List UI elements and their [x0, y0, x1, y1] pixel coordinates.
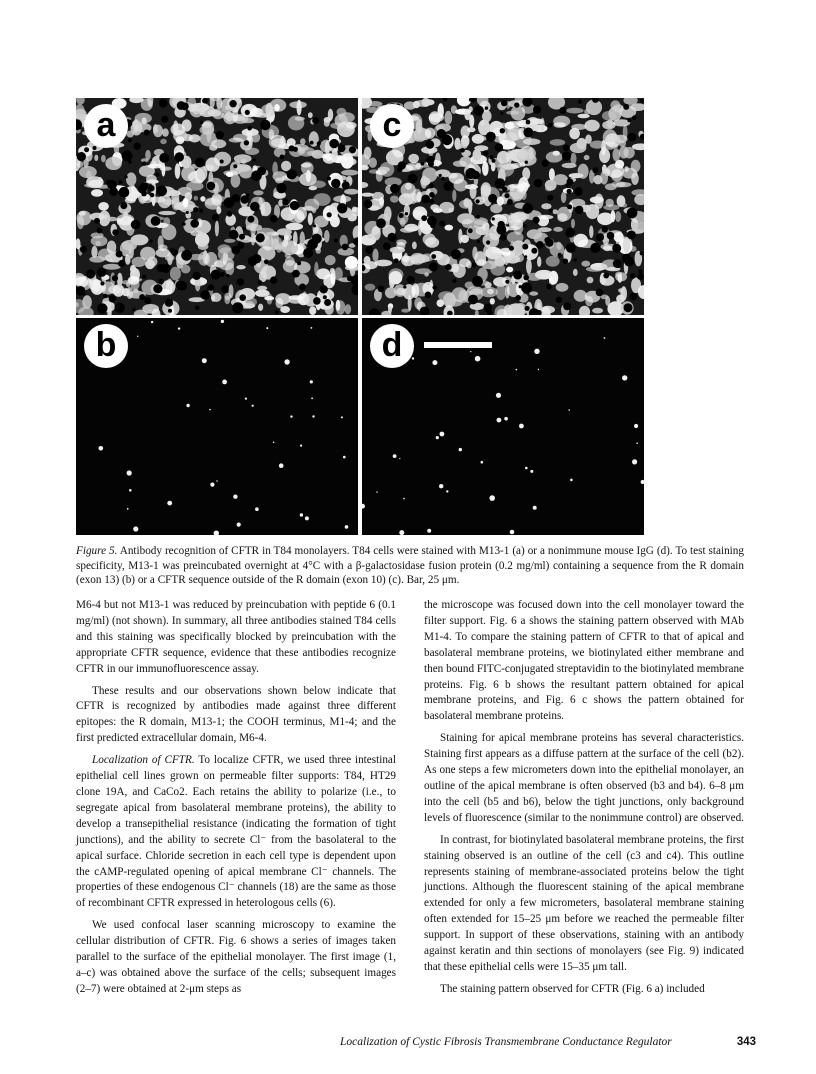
caption-label: Figure 5.	[76, 545, 118, 557]
panel-label-b: b	[84, 324, 128, 368]
figure-caption	[76, 544, 744, 588]
scale-bar	[424, 342, 492, 348]
right-paragraph-1: the microscope was focused down into the cell monolayer toward the filter support. Fig. 6 a shows the staining pattern observed with MAb M1-4. To compare the staining pattern of CFTR to that of apical and basolateral membrane proteins, we biotinylated either membrane and then bound FITC-conjugated streptavidin to the biotinylated membrane proteins. Fig. 6 b shows the resultant pattern obtained for apical membrane proteins, and Fig. 6 c shows the pattern obtained for basolateral membrane proteins.	[424, 599, 744, 723]
running-title: Localization of Cystic Fibrosis Transmembrane Conductance Regulator	[340, 1036, 672, 1048]
page-footer	[340, 1036, 756, 1048]
panel-label-a: a	[84, 104, 128, 148]
caption-text: Antibody recognition of CFTR in T84 monolayers. T84 cells were stained with M13-1 (a) or a nonimmune mouse IgG (d). To test staining specificity, M13-1 was preincubated overnight at 4°C with a β-galactosidase fusion protein (0.2 mg/ml) containing a sequence from the R domain (exon 13) (b) or a CFTR sequence outside of the R domain (exon 10) (c). Bar, 25 μm.	[76, 545, 744, 587]
figure-5	[76, 98, 644, 535]
micrograph-panel-d	[362, 318, 644, 535]
panel-label-d: d	[370, 324, 414, 368]
left-column	[76, 598, 396, 998]
micrograph-panel-b	[76, 318, 358, 535]
left-paragraph-3	[76, 753, 396, 912]
left-paragraph-1: M6-4 but not M13-1 was reduced by preincubation with peptide 6 (0.1 mg/ml) (not shown). In summary, all three antibodies stained T84 cells and this staining was specifically blocked by preincubation with the appropriate CFTR sequence, evidence that these antibodies recognize CFTR in our immunofluorescence assay.	[76, 599, 396, 675]
right-paragraph-4: The staining pattern observed for CFTR (Fig. 6 a) included	[440, 982, 705, 995]
left-paragraph-3-text: To localize CFTR, we used three intestinal epithelial cell lines grown on permeable filter supports: T84, HT29 clone 19A, and CaCo2. Each retains the ability to polarize (i.e., to segregate apical from basolateral membrane proteins), the ability to develop a transepithelial resistance (indicating the formation of tight junctions), and the ability to secrete Cl⁻ from the basolateral to the apical surface. Chloride secretion in each cell type is dependent upon the cAMP-regulated opening of apical membrane Cl⁻ channels. The properties of these endogenous Cl⁻ channels (18) are the same as those of recombinant CFTR expressed in heterologous cells (6).	[76, 754, 396, 910]
left-paragraph-4: We used confocal laser scanning microscopy to examine the cellular distribution of CFTR. Fig. 6 shows a series of images taken parallel to the surface of the epithelial monolayer. The first image (1, a–c) was obtained above the surface of the cells; subsequent images (2–7) were obtained at 2-μm steps as	[76, 919, 396, 995]
page-number: 343	[736, 1036, 756, 1048]
right-paragraph-2: Staining for apical membrane proteins has several characteristics. Staining first appears as a diffuse pattern at the surface of the cell (b2). As one steps a few micrometers down into the epithelial monolayer, an outline of the apical membrane is often observed (b3 and b4). 6–8 μm into the cell (b5 and b6), below the tight junctions, only background levels of fluorescence (similar to the nonimmune control) are observed.	[424, 732, 744, 824]
micrograph-panel-c	[362, 98, 644, 315]
micrograph-panel-a	[76, 98, 358, 315]
section-heading-localization: Localization of CFTR.	[92, 754, 195, 767]
left-paragraph-2: These results and our observations shown below indicate that CFTR is recognized by antibodies made against three different epitopes: the R domain, M13-1; the COOH terminus, M1-4; and the first predicted extracellular domain, M6-4.	[76, 684, 396, 745]
panel-label-c: c	[370, 104, 414, 148]
right-column	[424, 598, 744, 998]
right-paragraph-3: In contrast, for biotinylated basolateral membrane proteins, the first staining observed is an outline of the cell (c3 and c4). This outline represents staining of membrane-associated proteins below the tight junctions. Although the fluorescent staining of the apical membrane extended for only a few micrometers, basolateral membrane staining often extended for 15–25 μm before we reached the permeable filter support. In support of these observations, staining with an antibody against keratin and thin sections of monolayers (see Fig. 9) indicated that these epithelial cells were 15–35 μm tall.	[424, 833, 744, 973]
